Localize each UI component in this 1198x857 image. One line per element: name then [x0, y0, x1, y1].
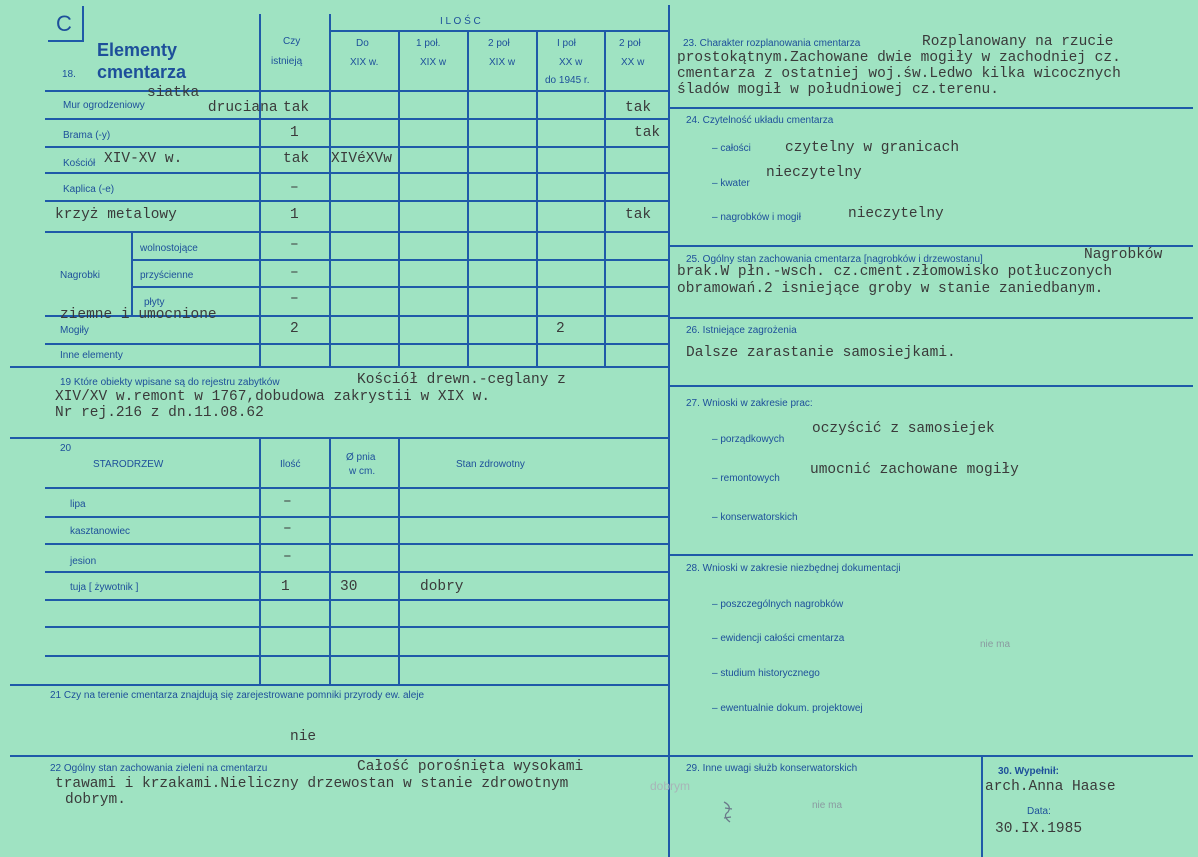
- mogily-label: Mogiły: [60, 325, 89, 336]
- divider: [45, 543, 670, 545]
- divider: [668, 5, 670, 857]
- divider: [668, 554, 1193, 556]
- divider: [10, 755, 670, 757]
- s23-line1: Rozplanowany na rzucie: [922, 34, 1114, 50]
- c3a-header: I poł: [557, 38, 576, 49]
- przyscienne-label: przyścienne: [140, 270, 194, 281]
- wolnostojace-label: wolnostojące: [140, 243, 198, 254]
- s27-b: – remontowych: [712, 473, 780, 484]
- divider: [131, 259, 670, 261]
- s27-label: 27. Wnioski w zakresie prac:: [686, 398, 813, 409]
- s26-line1: Dalsze zarastanie samosiejkami.: [686, 345, 956, 361]
- wolnostojace-czy: –: [290, 237, 299, 253]
- s24-c: – nagrobków i mogił: [712, 212, 801, 223]
- kaplica-label: Kaplica (-e): [63, 184, 115, 195]
- divider: [668, 107, 1193, 109]
- divider: [45, 487, 670, 489]
- brama-xx: tak: [634, 125, 661, 141]
- c3b-header: XX w: [559, 57, 583, 68]
- jesion-ilosc: –: [283, 549, 292, 565]
- divider: [668, 317, 1193, 319]
- s24-a-value: czytelny w granicach: [785, 140, 960, 156]
- s23-line3: cmentarza z ostatniej woj.św.Ledwo kilka wicocznych: [677, 66, 1121, 82]
- jesion-label: jesion: [70, 556, 97, 567]
- mur-note: siatka druciana: [147, 85, 278, 116]
- s30-label: 30. Wypełnił:: [998, 766, 1059, 777]
- category-letter: C: [56, 11, 72, 36]
- s25-label: 25. Ogólny stan zachowania cmentarza [nagrobków i drzewostanu]: [686, 254, 983, 265]
- stan-header: Stan zdrowotny: [456, 459, 525, 470]
- s23-line2: prostokątnym.Zachowane dwie mogiły w zachodniej cz.: [677, 50, 1121, 66]
- kaplica-czy: –: [290, 180, 299, 196]
- kosciol-label: Kościół: [63, 158, 96, 169]
- s28-c: – studium historycznego: [712, 668, 820, 679]
- brama-czy: 1: [290, 125, 299, 141]
- tuja-label: tuja [ żywotnik ]: [70, 582, 139, 593]
- mur-xx: tak: [625, 100, 652, 116]
- c2b-header: XIX w: [489, 57, 516, 68]
- s22-faint-word: dobrym: [650, 779, 691, 793]
- nagrobki-label: Nagrobki: [60, 270, 101, 281]
- tuja-ilosc: 1: [281, 579, 290, 595]
- ilosc-col-header: Ilość: [280, 459, 301, 470]
- s22-label: 22 Ogólny stan zachowania zieleni na cmentarzu: [50, 763, 268, 774]
- divider: [981, 755, 983, 857]
- c2a-header: 2 poł: [488, 38, 510, 49]
- mur-czy: tak: [283, 100, 310, 116]
- s27-a: – porządkowych: [712, 434, 785, 445]
- stamp-icon: [720, 800, 736, 828]
- s19-line1: Kościół drewn.-ceglany z: [357, 372, 566, 388]
- divider: [45, 516, 670, 518]
- divider: [45, 599, 670, 601]
- pien-header-2: w cm.: [349, 466, 376, 477]
- starodrzew-header: STARODRZEW: [93, 459, 164, 470]
- kasztanowiec-label: kasztanowiec: [70, 526, 131, 537]
- divider: [259, 437, 261, 684]
- s20-number: 20: [60, 443, 72, 454]
- s24-b-value: nieczytelny: [766, 165, 862, 181]
- tuja-stan: dobry: [420, 579, 464, 595]
- kasztanowiec-ilosc: –: [283, 521, 292, 537]
- divider: [45, 626, 670, 628]
- pien-header-1: Ø pnia: [346, 452, 376, 463]
- s28-b-value: nie ma: [980, 639, 1011, 650]
- do-header: Do: [356, 38, 369, 49]
- s30-name: arch.Anna Haase: [985, 779, 1116, 795]
- s24-b: – kwater: [712, 178, 750, 189]
- s25-line3: obramowań.2 isniejące groby w stanie zaniedbanym.: [677, 281, 1104, 297]
- s27-c: – konserwatorskich: [712, 512, 798, 523]
- mogily-xx: 2: [556, 321, 565, 337]
- s19-line3: Nr rej.216 z dn.11.08.62: [55, 405, 264, 421]
- divider: [45, 231, 670, 233]
- s23-line4: śladów mogił w południowej cz.terenu.: [677, 82, 999, 98]
- s25-line1: Nagrobków: [1084, 247, 1163, 263]
- s28-d: – ewentualnie dokum. projektowej: [712, 703, 863, 714]
- cmentarza-title: cmentarza: [97, 62, 187, 82]
- plyty-label: płyty: [144, 297, 165, 308]
- divider: [329, 30, 670, 32]
- divider: [45, 172, 670, 174]
- przyscienne-czy: –: [290, 265, 299, 281]
- divider: [45, 118, 670, 120]
- section-number: 18.: [62, 69, 76, 80]
- c4b-header: XX w: [621, 57, 645, 68]
- divider: [398, 437, 400, 684]
- divider: [668, 385, 1193, 387]
- c1b-header: XIX w: [420, 57, 447, 68]
- plyty-czy: –: [290, 291, 299, 307]
- brama-label: Brama (-y): [63, 130, 111, 141]
- divider: [329, 14, 331, 366]
- krzyz-xx: tak: [625, 207, 652, 223]
- s21-label: 21 Czy na terenie cmentarza znajdują się zarejestrowane pomniki przyrody ew. aleje: [50, 690, 425, 701]
- divider: [45, 200, 670, 202]
- s19-line2: XIV/XV w.remont w 1767,dobudowa zakrystii w XIX w.: [55, 389, 491, 405]
- s19-label: 19 Które obiekty wpisane są do rejestru zabytków: [60, 377, 280, 388]
- divider: [329, 437, 331, 684]
- lipa-label: lipa: [70, 499, 86, 510]
- divider: [45, 655, 670, 657]
- divider: [668, 755, 1193, 757]
- s27-a-value: oczyścić z samosiejek: [812, 421, 995, 437]
- c3c-header: do 1945 r.: [545, 75, 590, 86]
- divider: [10, 684, 670, 686]
- s29-label: 29. Inne uwagi służb konserwatorskich: [686, 763, 858, 774]
- divider: [259, 14, 261, 366]
- s22-line3: dobrym.: [65, 792, 126, 808]
- krzyz-czy: 1: [290, 207, 299, 223]
- s24-label: 24. Czytelność układu cmentarza: [686, 115, 834, 126]
- divider: [10, 366, 670, 368]
- s23-label: 23. Charakter rozplanowania cmentarza: [683, 38, 861, 49]
- s24-a: – całości: [712, 143, 751, 154]
- xix-header: XIX w.: [350, 57, 379, 68]
- tuja-fi: 30: [340, 579, 358, 595]
- inne-label: Inne elementy: [60, 350, 123, 361]
- mur-label: Mur ogrodzeniowy: [63, 100, 145, 111]
- s28-b: – ewidencji całości cmentarza: [712, 633, 845, 644]
- divider: [131, 286, 670, 288]
- ilosc-header: I L O Ś C: [440, 16, 481, 27]
- divider: [45, 90, 670, 92]
- elementy-title: Elementy: [97, 40, 178, 60]
- s25-line2: brak.W płn.-wsch. cz.cment.złomowisko potłuczonych: [677, 264, 1113, 280]
- s30-date: 30.IX.1985: [995, 821, 1083, 837]
- krzyz-label: krzyż metalowy: [55, 207, 177, 223]
- lipa-ilosc: –: [283, 494, 292, 510]
- s22-line1: Całość porośnięta wysokami: [357, 759, 584, 775]
- mogily-czy: 2: [290, 321, 299, 337]
- s29-value: nie ma: [812, 800, 843, 811]
- kosciol-value: XIV-XV w.: [104, 151, 183, 167]
- divider: [45, 571, 670, 573]
- istnieja-header: istnieją: [271, 56, 303, 67]
- s30-date-label: Data:: [1027, 806, 1051, 817]
- divider: [131, 232, 133, 316]
- kosciol-czy: tak: [283, 151, 310, 167]
- s24-c-value: nieczytelny: [848, 206, 944, 222]
- divider: [10, 437, 670, 439]
- s28-label: 28. Wnioski w zakresie niezbędnej dokumentacji: [686, 563, 901, 574]
- s22-line2: trawami i krzakami.Nieliczny drzewostan w stanie zdrowotnym: [55, 776, 569, 792]
- c4a-header: 2 poł: [619, 38, 641, 49]
- s28-a: – poszczególnych nagrobków: [712, 599, 844, 610]
- divider: [45, 343, 670, 345]
- s26-label: 26. Istniejące zagrożenia: [686, 325, 797, 336]
- s27-b-value: umocnić zachowane mogiły: [810, 462, 1019, 478]
- s21-answer: nie: [290, 729, 317, 745]
- kosciol-do: XIVéXVw: [331, 151, 392, 167]
- czy-header: Czy: [283, 36, 301, 47]
- c1a-header: 1 poł.: [416, 38, 441, 49]
- divider: [45, 146, 670, 148]
- mogily-note: ziemne i umocnione: [60, 307, 217, 323]
